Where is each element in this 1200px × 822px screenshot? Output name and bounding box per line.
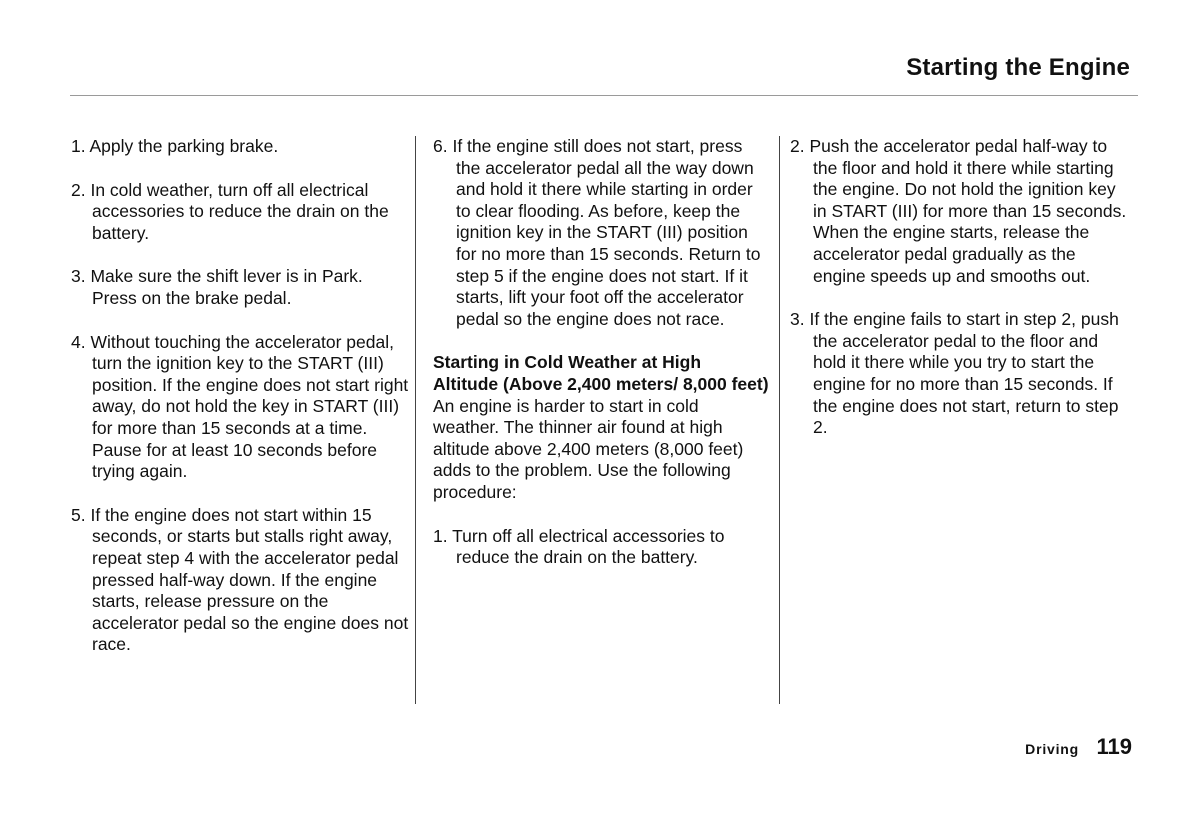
cold-step-2: 2. Push the accelerator pedal half-way to the floor and hold it there while starting the engine. Do not hold the ignition key in START (III) for more than 15 seconds. When the engine starts, release the accelerator pedal gradually as the engine speeds up and smooths out. xyxy=(790,136,1127,286)
column-divider xyxy=(779,136,780,704)
cold-weather-intro: An engine is harder to start in cold weather. The thinner air found at high altitude above 2,400 meters (8,000 feet) adds to the problem. Use the following procedure: xyxy=(433,395,744,502)
step-2: 2. In cold weather, turn off all electrical accessories to reduce the drain on the battery. xyxy=(71,179,389,243)
cold-step-1: 1. Turn off all electrical accessories to reduce the drain on the battery. xyxy=(433,525,725,568)
step-4: 4. Without touching the accelerator pedal, turn the ignition key to the START (III) position. If the engine does not start right away, do not hold the key in START (III) for more than 15 seconds at a time. Pause for at least 10 seconds before trying again. xyxy=(71,331,409,482)
column-2 xyxy=(433,136,769,591)
step-6: 6. If the engine still does not start, press the accelerator pedal all the way down and hold it there while starting in order to clear flooding. As before, keep the ignition key in the START (III) position for no more than 15 seconds. Return to step 5 if the engine does not start. If it starts, lift your foot off the accelerator pedal so the engine does not race. xyxy=(433,136,761,329)
column-divider xyxy=(415,136,416,704)
step-1: 1. Apply the parking brake. xyxy=(71,136,279,156)
column-1 xyxy=(71,136,409,678)
step-5: 5. If the engine does not start within 15 seconds, or starts but stalls right away, repeat step 4 with the accelerator pedal pressed half-way down. If the engine starts, release pressure on the accelerator pedal so the engine does not race. xyxy=(71,504,409,655)
step-3: 3. Make sure the shift lever is in Park. Press on the brake pedal. xyxy=(71,266,363,308)
page-number: 119 xyxy=(1096,734,1132,759)
cold-weather-heading: Starting in Cold Weather at High Altitude (Above 2,400 meters/ 8,000 feet) xyxy=(433,352,769,394)
column-3 xyxy=(790,136,1130,461)
header-rule xyxy=(70,95,1138,96)
page-title: Starting the Engine xyxy=(906,54,1130,81)
cold-step-3: 3. If the engine fails to start in step 2, push the accelerator pedal to the floor and hold it there while you try to start the engine for no more than 15 seconds. If the engine does not start, return to step 2. xyxy=(790,309,1119,438)
footer-section-label: Driving xyxy=(1025,741,1079,757)
